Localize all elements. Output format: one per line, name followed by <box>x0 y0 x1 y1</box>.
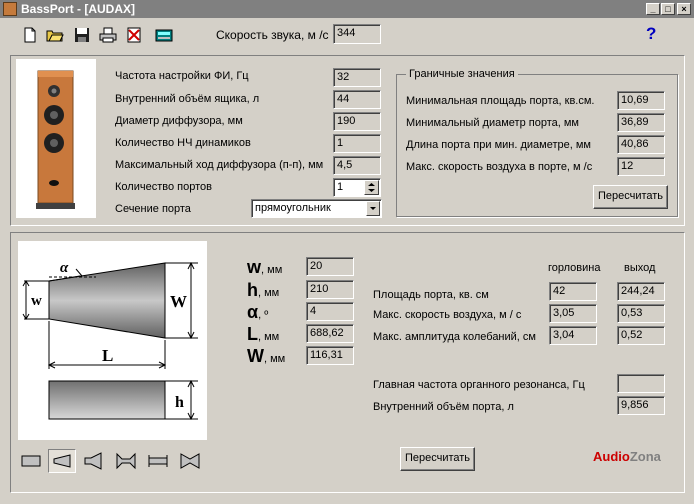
close-button[interactable]: × <box>677 3 691 15</box>
port-count-spinner[interactable] <box>364 180 379 195</box>
woofer-count-label: Количество НЧ динамиков <box>115 137 251 149</box>
logo-audio: Audio <box>593 449 630 464</box>
box-volume-input[interactable]: 44 <box>333 90 381 109</box>
port-count-input[interactable]: 1 <box>333 178 381 197</box>
sound-speed-label: Скорость звука, м /с <box>216 28 329 42</box>
max-air-speed-value: 12 <box>617 157 665 176</box>
dim-w-label: w, мм <box>247 257 283 277</box>
dim-L-label: L, мм <box>247 324 280 344</box>
port-length-value: 40,86 <box>617 135 665 154</box>
cone-diameter-label: Диаметр диффузора, мм <box>115 115 243 127</box>
app-icon <box>3 2 17 16</box>
title-bar <box>0 0 694 18</box>
dim-W-value: 116,31 <box>306 346 354 365</box>
air-speed-throat-value: 3,05 <box>549 304 597 323</box>
woofer-count-input[interactable]: 1 <box>333 134 381 153</box>
diagram-alpha-label: α <box>60 260 69 276</box>
print-icon[interactable] <box>99 27 117 43</box>
shape-double-flare-button[interactable] <box>112 449 140 473</box>
port-count-label: Количество портов <box>115 181 212 193</box>
diagram-W-label: W <box>170 292 187 311</box>
spinner-arrows-icon <box>365 181 378 194</box>
port-volume-value: 9,856 <box>617 396 665 415</box>
chevron-down-icon <box>367 202 379 215</box>
port-diagram-drawing <box>18 241 207 440</box>
port-section-value: прямоугольник <box>255 202 331 214</box>
minimize-button[interactable]: _ <box>646 3 660 15</box>
tuning-frequency-input[interactable]: 32 <box>333 68 381 87</box>
calculator-icon[interactable] <box>155 27 173 43</box>
shape-taper-button[interactable] <box>48 449 76 473</box>
exit-column-header: выход <box>624 262 656 274</box>
speaker-image <box>16 59 96 218</box>
port-diagram <box>18 241 207 440</box>
max-air-speed-label: Макс. скорость воздуха в порте, м /с <box>406 161 593 173</box>
port-volume-label: Внутренний объём порта, л <box>373 401 514 413</box>
help-icon[interactable]: ? <box>646 24 657 43</box>
dim-L-value: 688,62 <box>306 324 354 343</box>
rect-port-icon <box>17 449 45 473</box>
dim-w-input[interactable]: 20 <box>306 257 354 276</box>
bowtie-port-icon <box>176 449 204 473</box>
port-length-label: Длина порта при мин. диаметре, мм <box>406 139 591 151</box>
port-area-label: Площадь порта, кв. см <box>373 289 489 301</box>
tuning-frequency-label: Частота настройки ФИ, Гц <box>115 70 249 82</box>
shape-horn-button[interactable] <box>80 449 108 473</box>
recalc-port-button[interactable]: Пересчитать <box>400 447 475 471</box>
speaker-cabinet-icon <box>16 59 96 218</box>
max-excursion-label: Максимальный ход диффузора (п-п), мм <box>115 159 324 171</box>
dim-alpha-label: α, º <box>247 302 269 322</box>
amplitude-throat-value: 3,04 <box>549 326 597 345</box>
limits-title: Граничные значения <box>406 68 518 80</box>
audiozona-logo <box>593 449 661 464</box>
amplitude-exit-value: 0,52 <box>617 326 665 345</box>
port-area-throat-value: 42 <box>549 282 597 301</box>
air-speed-exit-value: 0,53 <box>617 304 665 323</box>
dim-W-label: W, мм <box>247 346 286 366</box>
min-port-area-value: 10,69 <box>617 91 665 110</box>
recalc-limits-button[interactable]: Пересчитать <box>593 185 668 209</box>
save-icon[interactable] <box>73 27 91 43</box>
amplitude-label: Макс. амплитуда колебаний, см <box>373 331 536 343</box>
dim-alpha-input[interactable]: 4 <box>306 302 354 321</box>
diagram-h-label: h <box>175 394 184 411</box>
shape-rect-button[interactable] <box>17 449 45 473</box>
port-section-label: Сечение порта <box>115 203 191 215</box>
double-flare-icon <box>112 449 140 473</box>
logo-zona: Zona <box>629 449 661 464</box>
window-title: BassPort - [AUDAX] <box>21 2 136 16</box>
horn-port-icon <box>80 449 108 473</box>
min-port-diameter-value: 36,89 <box>617 113 665 132</box>
cone-diameter-input[interactable]: 190 <box>333 112 381 131</box>
diagram-L-label: L <box>102 346 114 365</box>
sound-speed-input[interactable]: 344 <box>333 24 381 44</box>
clear-icon[interactable] <box>125 27 143 43</box>
air-speed-label: Макс. скорость воздуха, м / с <box>373 309 522 321</box>
throat-column-header: горловина <box>548 262 601 274</box>
dim-h-input[interactable]: 210 <box>306 280 354 299</box>
organ-resonance-value <box>617 374 665 393</box>
maximize-button[interactable]: □ <box>661 3 675 15</box>
flanged-port-icon <box>144 449 172 473</box>
new-icon[interactable] <box>21 27 39 43</box>
max-excursion-input[interactable]: 4,5 <box>333 156 381 175</box>
open-icon[interactable] <box>46 27 64 43</box>
port-section-dropdown-button[interactable] <box>366 201 380 216</box>
diagram-w-label: w <box>31 293 42 309</box>
organ-resonance-label: Главная частота органного резонанса, Гц <box>373 379 585 391</box>
port-section-select[interactable] <box>251 199 382 218</box>
box-volume-label: Внутренний объём ящика, л <box>115 93 260 105</box>
min-port-area-label: Минимальная площадь порта, кв.см. <box>406 95 595 107</box>
taper-port-icon <box>49 450 75 472</box>
port-area-exit-value: 244,24 <box>617 282 665 301</box>
shape-flanged-button[interactable] <box>144 449 172 473</box>
shape-bowtie-button[interactable] <box>176 449 204 473</box>
dim-h-label: h, мм <box>247 280 280 300</box>
min-port-diameter-label: Минимальный диаметр порта, мм <box>406 117 579 129</box>
